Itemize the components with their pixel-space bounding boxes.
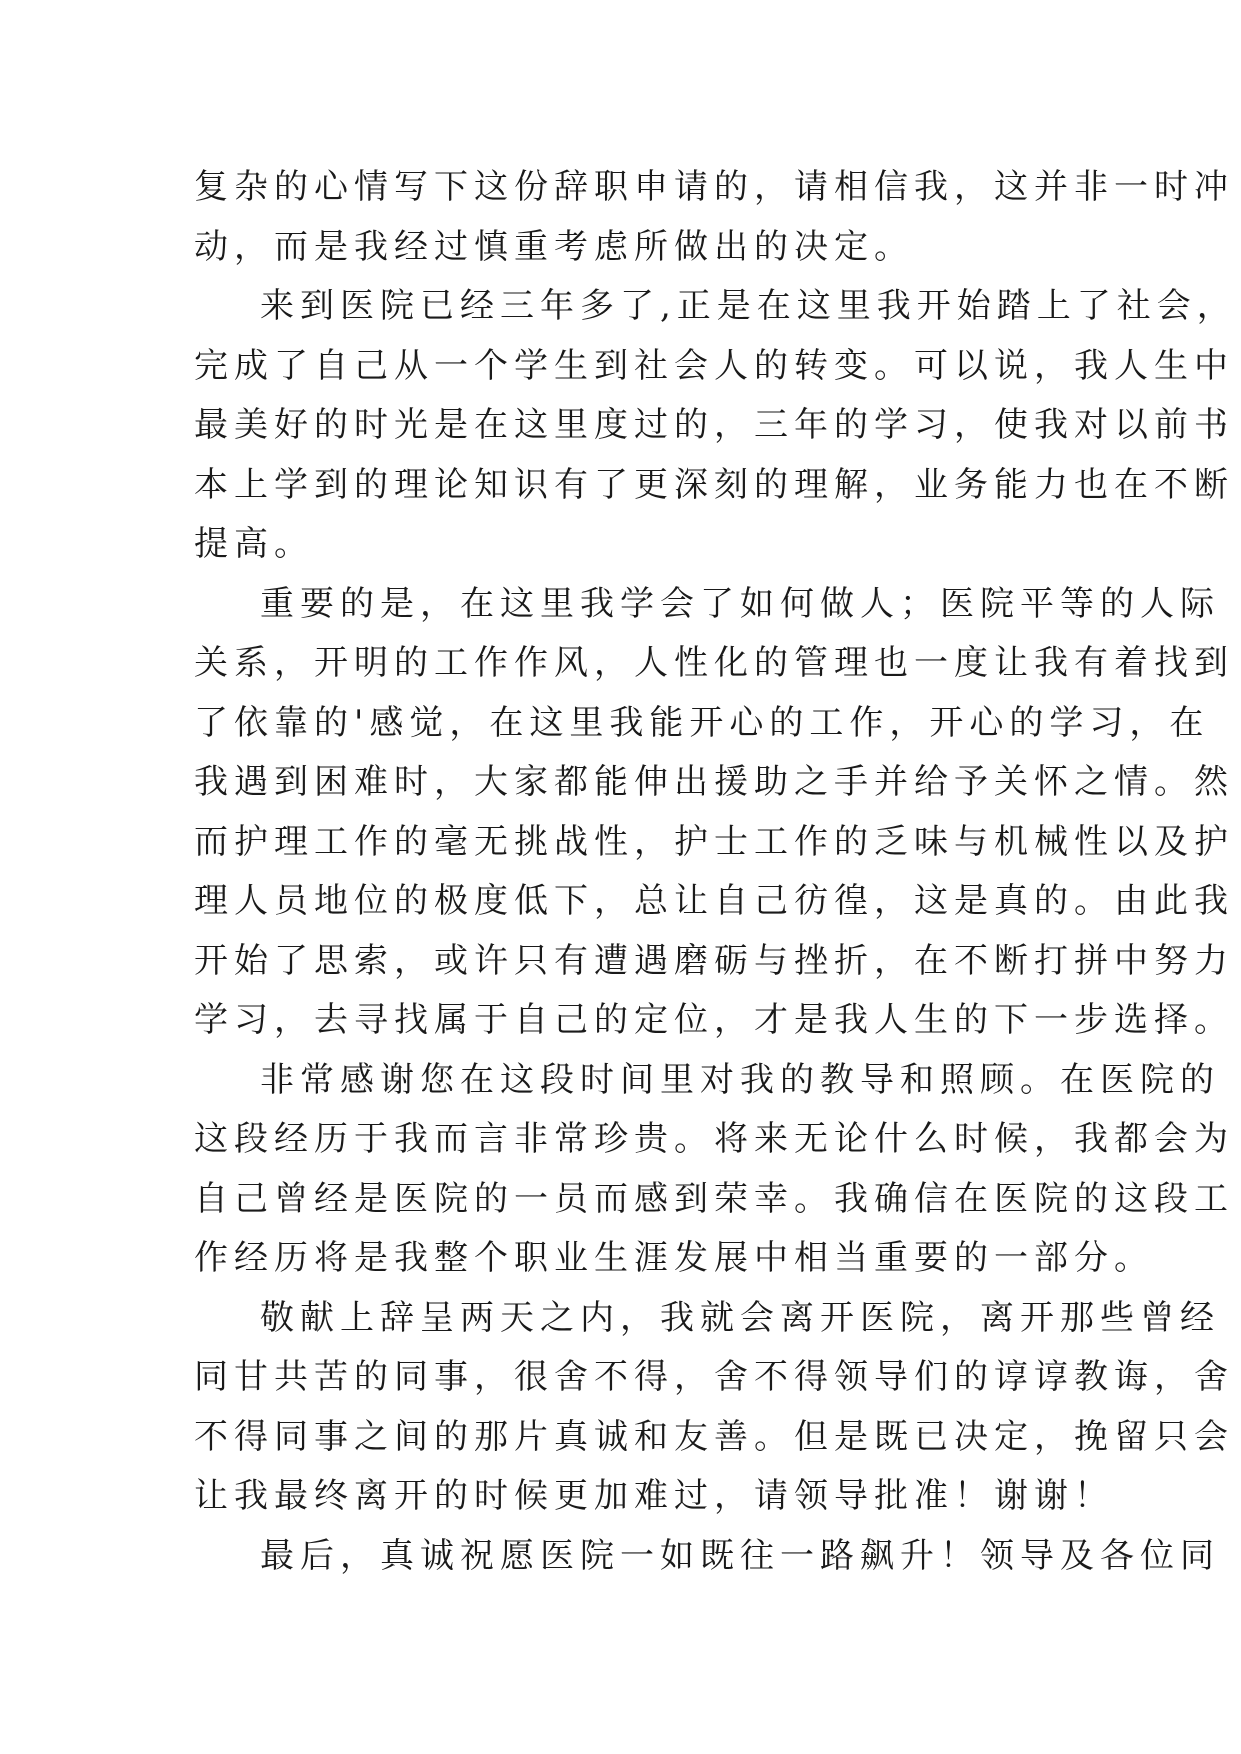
paragraph-first-line: 非常感谢您在这段时间里对我的教导和照顾。在医院的 xyxy=(260,1059,1220,1100)
text-line: 而护理工作的毫无挑战性，护士工作的乏味与机械性以及护 xyxy=(194,821,1234,862)
text-line: 动，而是我经过慎重考虑所做出的决定。 xyxy=(194,226,914,267)
text-line: 不得同事之间的那片真诚和友善。但是既已决定，挽留只会 xyxy=(194,1416,1234,1457)
text-line: 关系，开明的工作作风，人性化的管理也一度让我有着找到 xyxy=(194,643,1234,683)
text-line: 理人员地位的极度低下，总让自己彷徨，这是真的。由此我 xyxy=(194,881,1234,921)
paragraph-first-line: 最后，真诚祝愿医院一如既往一路飙升！领导及各位同 xyxy=(260,1535,1220,1576)
text-line: 学习，去寻找属于自己的定位，才是我人生的下一步选择。 xyxy=(194,1000,1234,1040)
text-line: 复杂的心情写下这份辞职申请的，请相信我，这并非一时冲 xyxy=(194,167,1234,207)
text-line: 提高。 xyxy=(194,524,314,564)
text-line: 我遇到困难时，大家都能伸出援助之手并给予关怀之情。然 xyxy=(194,762,1234,802)
text-line: 自己曾经是医院的一员而感到荣幸。我确信在医院的这段工 xyxy=(194,1178,1234,1219)
text-line: 作经历将是我整个职业生涯发展中相当重要的一部分。 xyxy=(194,1238,1154,1278)
text-line: 本上学到的理论知识有了更深刻的理解，业务能力也在不断 xyxy=(194,464,1234,505)
text-line: 同甘共苦的同事，很舍不得，舍不得领导们的谆谆教诲，舍 xyxy=(194,1357,1234,1397)
text-line: 让我最终离开的时候更加难过，请领导批准！谢谢！ xyxy=(194,1476,1114,1516)
text-line: 完成了自己从一个学生到社会人的转变。可以说，我人生中 xyxy=(194,345,1234,386)
text-line: 了依靠的'感觉，在这里我能开心的工作，开心的学习，在 xyxy=(194,702,1210,743)
paragraph-first-line: 敬献上辞呈两天之内，我就会离开医院，离开那些曾经 xyxy=(260,1297,1220,1338)
text-line: 这段经历于我而言非常珍贵。将来无论什么时候，我都会为 xyxy=(194,1119,1234,1159)
paragraph-first-line: 来到医院已经三年多了,正是在这里我开始踏上了社会， xyxy=(260,286,1237,326)
text-line: 最美好的时光是在这里度过的，三年的学习，使我对以前书 xyxy=(194,405,1234,445)
body-text xyxy=(194,158,1237,1586)
text-line: 开始了思索，或许只有遭遇磨砺与挫折，在不断打拼中努力 xyxy=(194,940,1234,981)
paragraph-first-line: 重要的是，在这里我学会了如何做人；医院平等的人际 xyxy=(260,583,1220,624)
